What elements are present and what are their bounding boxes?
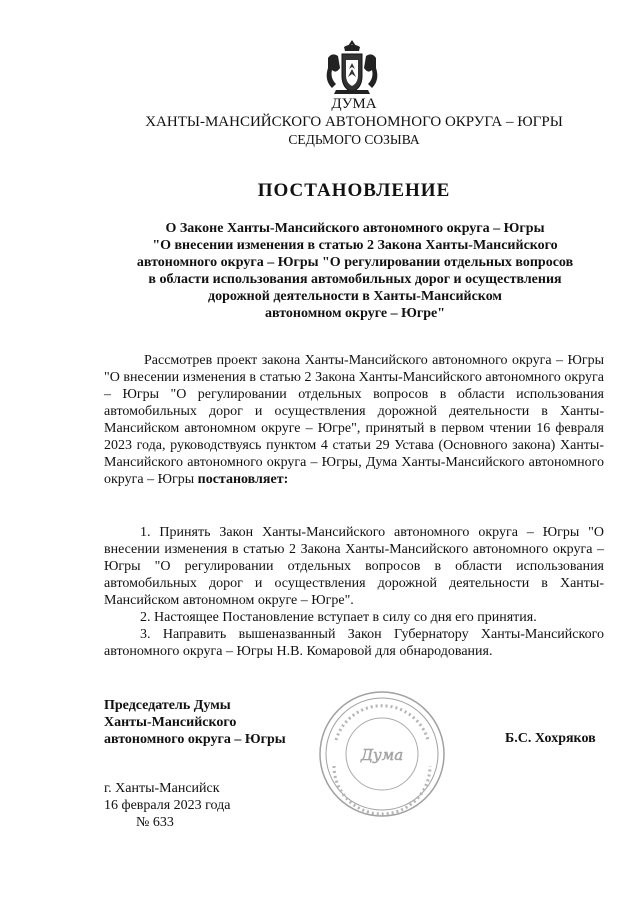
decree-items — [104, 524, 604, 660]
convocation: СЕДЬМОГО СОЗЫВА — [288, 132, 420, 147]
document-type: ПОСТАНОВЛЕНИЕ — [257, 180, 451, 201]
document-number: № 633 — [136, 815, 174, 830]
official-seal-stamp — [316, 688, 448, 820]
decree-word: постановляет: — [197, 472, 289, 487]
position-line: Председатель Думы — [104, 698, 231, 713]
decree-item-1: 1. Принять Закон Ханты-Мансийского автономного округа – Югры "О внесении изменения в статью 2 Закона Ханты-Мансийского автономного округа – Югры "О регулировании отдельных вопросов в области использования автомобильных дорог и осуществления дорожной деятельности в Ханты-Мансийском автономном округе – Югре". — [104, 525, 604, 608]
subject-line: автономного округа – Югры "О регулировании отдельных вопросов — [136, 255, 574, 270]
subject-line: дорожной деятельности в Ханты-Мансийском — [208, 289, 502, 304]
subject-line: автономном округе – Югре" — [264, 306, 446, 321]
org-name-region: ХАНТЫ-МАНСИЙСКОГО АВТОНОМНОГО ОКРУГА – ЮГРЫ — [145, 114, 563, 130]
decree-item-3: 3. Направить вышеназванный Закон Губернатору Ханты-Мансийского автономного округа – Югры Н.В. Комаровой для обнародования. — [104, 627, 604, 659]
signatory-position — [104, 697, 334, 748]
seal-text: Дума — [360, 746, 404, 764]
document-footer — [104, 780, 231, 831]
subject-line: "О внесении изменения в статью 2 Закона Ханты-Мансийского — [152, 238, 558, 253]
position-line: автономного округа – Югры — [104, 732, 286, 747]
khmao-coat-of-arms-icon — [322, 38, 382, 96]
intro-text: Рассмотрев проект закона Ханты-Мансийского автономного округа – Югры "О внесении изменения в статью 2 Закона Ханты-Мансийского автономного округа – Югры "О регулировании отдельных вопросов в области использования автомобильных дорог и осуществления дорожной деятельности в Ханты-Мансийском автономном округе – Югре", принятый в первом чтении 16 февраля 2023 года, руководствуясь пунктом 4 статьи 29 Устава (Основного закона) Ханты-Мансийского автономного округа – Югры, Дума Ханты-Мансийского автономного округа – Югры — [104, 353, 604, 487]
subject-line: в области использования автомобильных дорог и осуществления — [148, 272, 562, 287]
subject-line: О Законе Ханты-Мансийского автономного округа – Югры — [165, 221, 545, 236]
decree-item-2: 2. Настоящее Постановление вступает в силу со дня его принятия. — [140, 610, 537, 625]
org-name-duma: ДУМА — [331, 96, 377, 112]
date: 16 февраля 2023 года — [104, 798, 231, 813]
document-subject — [100, 220, 610, 322]
place: г. Ханты-Мансийск — [104, 781, 220, 796]
signatory-name: Б.С. Хохряков — [505, 731, 596, 746]
position-line: Ханты-Мансийского — [104, 715, 237, 730]
intro-paragraph — [104, 352, 604, 488]
